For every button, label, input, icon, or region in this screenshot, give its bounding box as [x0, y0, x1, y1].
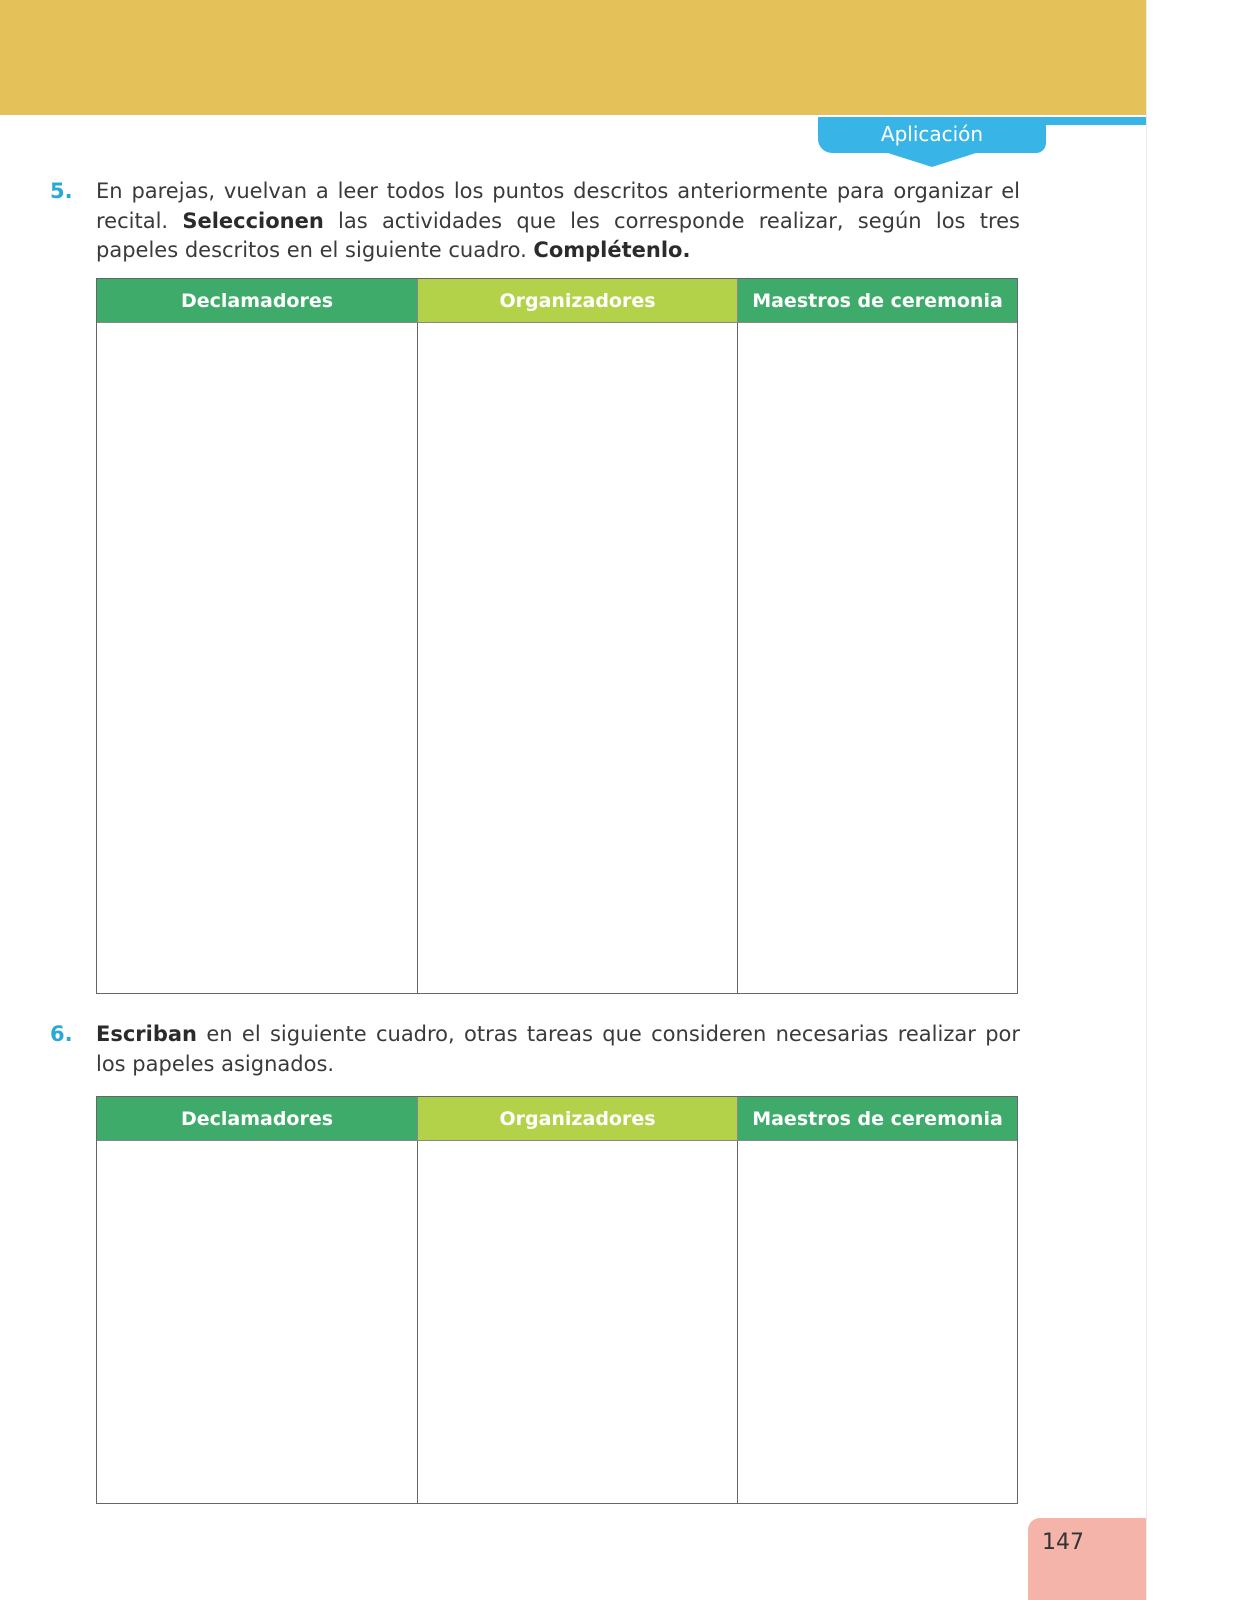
column-header-organizadores: Organizadores [417, 279, 737, 323]
activity-instructions [96, 1020, 1020, 1079]
section-tab: Aplicación [818, 117, 1046, 153]
instruction-verb: Seleccionen [182, 208, 324, 233]
column-header-declamadores: Declamadores [97, 279, 417, 323]
answer-cell-organizadores[interactable] [417, 1141, 737, 1503]
instruction-verb: Escriban [96, 1022, 198, 1046]
page-margin [1146, 0, 1236, 1600]
roles-table-1 [96, 278, 1018, 994]
column-header-maestros: Maestros de ceremonia [737, 1097, 1017, 1141]
activity-5 [50, 177, 1020, 266]
answer-cell-declamadores[interactable] [97, 1141, 417, 1503]
answer-cell-organizadores[interactable] [417, 323, 737, 993]
page-number: 147 [1028, 1518, 1146, 1600]
column-header-organizadores: Organizadores [417, 1097, 737, 1141]
column-header-maestros: Maestros de ceremonia [737, 279, 1017, 323]
instruction-text: las actividades que les corresponde realizar, según los tres papeles descritos en el siguiente cuadro. [96, 208, 1020, 262]
instruction-text: En parejas, vuelvan a leer todos los puntos descritos anteriormente para organizar el recital. [96, 179, 1020, 233]
column-header-declamadores: Declamadores [97, 1097, 417, 1141]
answer-cell-maestros[interactable] [737, 1141, 1017, 1503]
instruction-text: en el siguiente cuadro, otras tareas que consideren necesarias realizar por los papeles asignados. [96, 1022, 1020, 1076]
activity-6 [50, 1020, 1020, 1079]
answer-cell-declamadores[interactable] [97, 323, 417, 993]
activity-number: 5. [50, 179, 73, 203]
top-banner [0, 0, 1146, 115]
answer-cell-maestros[interactable] [737, 323, 1017, 993]
activity-number: 6. [50, 1022, 73, 1046]
activity-instructions [96, 177, 1020, 266]
instruction-verb: Complétenlo. [533, 238, 691, 262]
roles-table-2 [96, 1096, 1018, 1504]
